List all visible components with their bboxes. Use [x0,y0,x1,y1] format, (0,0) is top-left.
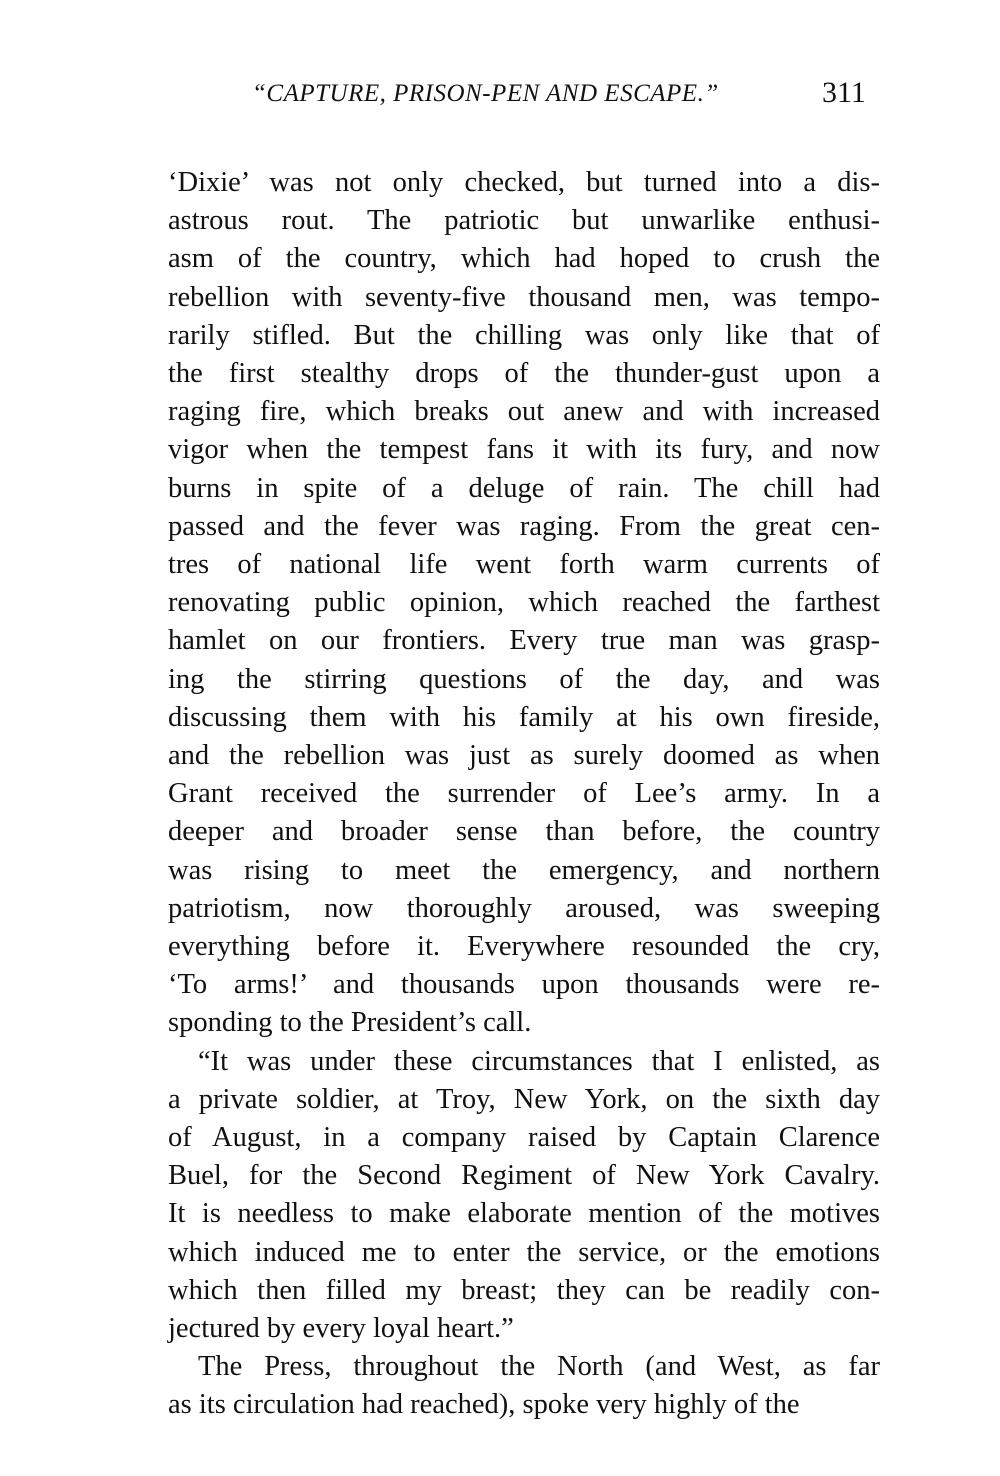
text-line: Grant received the surrender of Lee’s army. In a [168,778,880,810]
text-line: asm of the country, which had hoped to crush the [168,243,880,275]
text-line: ing the stirring questions of the day, and was [168,663,880,695]
text-line: tres of national life went forth warm currents of [168,549,880,580]
text-line: sponding to the President’s call. [168,1007,532,1039]
text-line: ‘To arms!’ and thousands upon thousands were re- [168,969,880,1001]
text-line: as its circulation had reached), spoke very highly of the [168,1389,800,1421]
text-line: ‘Dixie’ was not only checked, but turned into a dis- [168,167,880,198]
text-line: which then filled my breast; they can be readily con- [168,1274,880,1306]
text-line: which induced me to enter the service, or the emotions [168,1236,880,1268]
text-line: a private soldier, at Troy, New York, on the sixth day [168,1083,880,1115]
text-line: passed and the fever was raging. From the great cen- [168,510,880,542]
text-line: was rising to meet the emergency, and northern [168,854,880,886]
text-line: raging fire, which breaks out anew and with increased [168,396,880,428]
text-line: deeper and broader sense than before, the country [168,816,880,848]
text-line: discussing them with his family at his own fireside, [168,701,880,733]
text-line: It is needless to make elaborate mention of the motives [168,1198,880,1230]
text-line: Buel, for the Second Regiment of New York Cavalry. [168,1160,880,1192]
text-line: burns in spite of a deluge of rain. The chill had [168,472,880,504]
text-line: “It was under these circumstances that I enlisted, as [198,1045,880,1077]
page-number: 311 [822,76,866,109]
text-line: patriotism, now thoroughly aroused, was sweeping [168,892,880,924]
text-line: of August, in a company raised by Captain Clarence [168,1122,880,1153]
text-line: everything before it. Everywhere resounded the cry, [168,931,880,962]
text-line: hamlet on our frontiers. Every true man was grasp- [168,625,880,657]
text-line: The Press, throughout the North (and West, as far [198,1351,880,1383]
text-line: and the rebellion was just as surely doomed as when [168,740,880,771]
text-line: astrous rout. The patriotic but unwarlike enthusi- [168,205,880,237]
text-line: renovating public opinion, which reached the farthest [168,587,880,619]
text-line: the first stealthy drops of the thunder-gust upon a [168,358,880,389]
running-title: “CAPTURE, PRISON-PEN AND ESCAPE.” [252,80,719,107]
text-line: rarily stifled. But the chilling was only like that of [168,319,880,351]
text-line: jectured by every loyal heart.” [168,1313,514,1344]
text-line: rebellion with seventy-five thousand men, was tempo- [168,281,880,313]
text-line: vigor when the tempest fans it with its fury, and now [168,434,880,466]
